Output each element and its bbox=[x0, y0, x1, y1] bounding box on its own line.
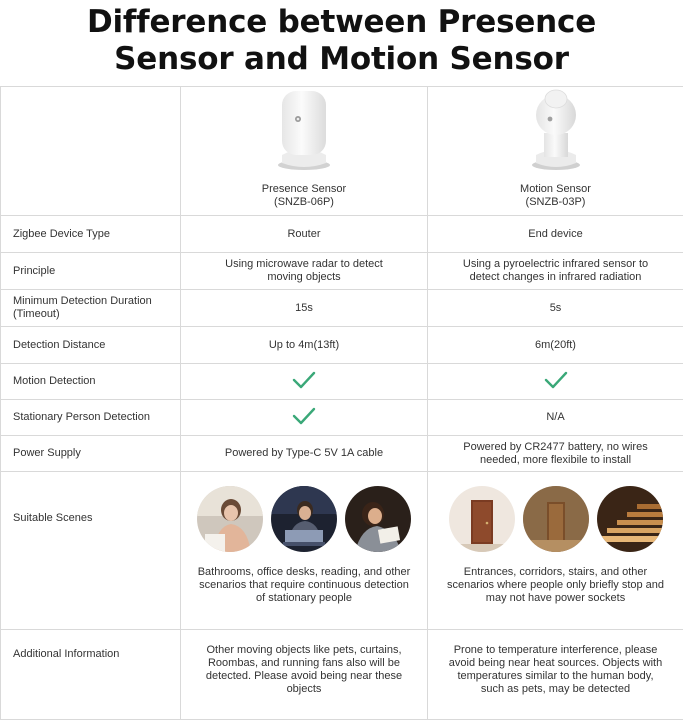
presence-stationary bbox=[181, 400, 428, 436]
check-icon bbox=[292, 371, 316, 389]
label-power: Power Supply bbox=[1, 436, 181, 472]
presence-sensor-header bbox=[181, 87, 428, 216]
motion-sensor-header bbox=[428, 87, 683, 216]
motion-zigbee: End device bbox=[428, 216, 683, 253]
label-motion-detection: Motion Detection bbox=[1, 364, 181, 400]
product-header-row bbox=[1, 87, 683, 216]
presence-distance: Up to 4m(13ft) bbox=[181, 327, 428, 364]
presence-additional: Other moving objects like pets, curtains, Roombas, and running fans also will be detected. Please avoid being near these objects bbox=[181, 630, 428, 720]
row-zigbee bbox=[1, 216, 683, 253]
motion-sensor-image bbox=[524, 87, 588, 171]
motion-distance: 6m(20ft) bbox=[428, 327, 683, 364]
presence-sensor-image bbox=[272, 87, 336, 171]
label-zigbee: Zigbee Device Type bbox=[1, 216, 181, 253]
motion-additional: Prone to temperature interference, please avoid being near heat sources. Objects with temperatures similar to the human body, such as pets, may be detected bbox=[428, 630, 683, 720]
presence-sensor-name: Presence Sensor bbox=[261, 183, 347, 195]
label-scenes: Suitable Scenes bbox=[1, 472, 181, 630]
scene-office-desk-image bbox=[271, 486, 337, 552]
motion-motion-detection bbox=[428, 364, 683, 400]
label-min-duration: Minimum Detection Duration (Timeout) bbox=[1, 290, 181, 327]
row-min-duration bbox=[1, 290, 683, 327]
row-scenes bbox=[1, 472, 683, 630]
scene-stairs-image bbox=[597, 486, 663, 552]
motion-principle: Using a pyroelectric infrared sensor to detect changes in infrared radiation bbox=[428, 253, 683, 290]
label-stationary: Stationary Person Detection bbox=[1, 400, 181, 436]
page-title bbox=[0, 0, 683, 86]
label-principle: Principle bbox=[1, 253, 181, 290]
motion-power: Powered by CR2477 battery, no wires needed, more flexibile to install bbox=[428, 436, 683, 472]
presence-motion-detection bbox=[181, 364, 428, 400]
title-line-1: Difference between Presence bbox=[86, 4, 597, 40]
check-icon bbox=[292, 407, 316, 425]
motion-scene-images bbox=[434, 486, 677, 552]
presence-scenes-caption: Bathrooms, office desks, reading, and other scenarios that require continuous detection of stationary people bbox=[197, 566, 411, 604]
title-line-2: Sensor and Motion Sensor bbox=[114, 41, 569, 77]
row-motion-detection bbox=[1, 364, 683, 400]
motion-scenes-caption: Entrances, corridors, stairs, and other scenarios where people only briefly stop and may not have power sockets bbox=[446, 566, 665, 604]
presence-scene-images bbox=[187, 486, 421, 552]
motion-stationary: N/A bbox=[428, 400, 683, 436]
presence-principle: Using microwave radar to detect moving objects bbox=[181, 253, 428, 290]
comparison-table bbox=[0, 86, 683, 720]
row-distance bbox=[1, 327, 683, 364]
motion-sensor-model: (SNZB-03P) bbox=[525, 196, 586, 208]
motion-scenes bbox=[428, 472, 683, 630]
row-power bbox=[1, 436, 683, 472]
presence-power: Powered by Type-C 5V 1A cable bbox=[181, 436, 428, 472]
check-icon bbox=[544, 371, 568, 389]
label-additional: Additional Information bbox=[1, 630, 181, 720]
presence-zigbee: Router bbox=[181, 216, 428, 253]
empty-header-cell bbox=[1, 87, 181, 216]
scene-entrance-image bbox=[449, 486, 515, 552]
motion-sensor-name: Motion Sensor bbox=[520, 183, 591, 195]
presence-min-duration: 15s bbox=[181, 290, 428, 327]
row-stationary bbox=[1, 400, 683, 436]
row-principle bbox=[1, 253, 683, 290]
scene-bathroom-image bbox=[197, 486, 263, 552]
row-additional bbox=[1, 630, 683, 720]
motion-min-duration: 5s bbox=[428, 290, 683, 327]
scene-reading-image bbox=[345, 486, 411, 552]
label-distance: Detection Distance bbox=[1, 327, 181, 364]
scene-corridor-image bbox=[523, 486, 589, 552]
presence-scenes bbox=[181, 472, 428, 630]
presence-sensor-model: (SNZB-06P) bbox=[274, 196, 334, 208]
